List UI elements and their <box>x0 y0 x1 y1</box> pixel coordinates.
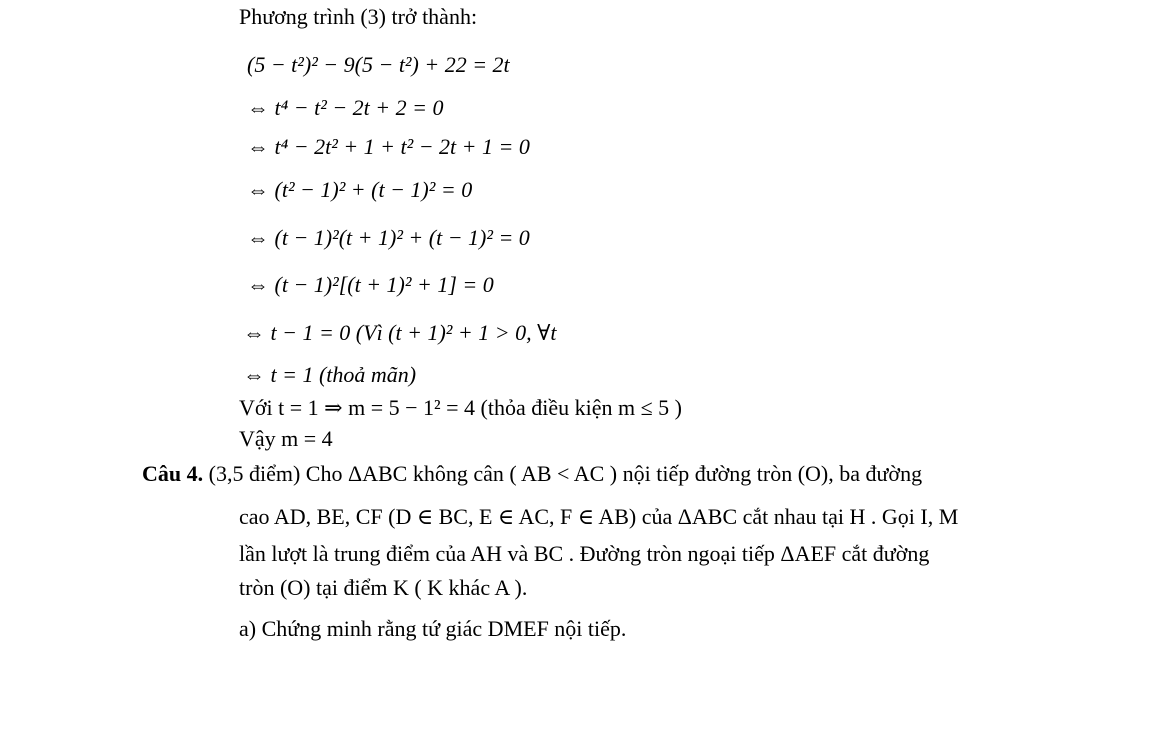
equation-line-3: ⇔ t⁴ − 2t² + 1 + t² − 2t + 1 = 0 <box>247 134 530 159</box>
equation-line-4: ⇔ (t² − 1)² + (t − 1)² = 0 <box>247 177 473 202</box>
conclusion-line: Vậy m = 4 <box>239 426 333 451</box>
question-4-line-3: lần lượt là trung điểm của AH và BC . Đường tròn ngoại tiếp ΔAEF cắt đường <box>239 541 930 566</box>
intro-line: Phương trình (3) trở thành: <box>239 4 478 29</box>
question-4-line-1 <box>142 460 922 488</box>
question-4-part-a: a) Chứng minh rằng tứ giác DMEF nội tiếp. <box>239 616 627 641</box>
equation-line-7: ⇔ t − 1 = 0 (Vì (t + 1)² + 1 > 0, ∀t <box>243 320 557 345</box>
equation-line-6: ⇔ (t − 1)²[(t + 1)² + 1] = 0 <box>247 272 494 297</box>
question-4-line-2: cao AD, BE, CF (D ∈ BC, E ∈ AC, F ∈ AB) của ΔABC cắt nhau tại H . Gọi I, M <box>239 504 959 529</box>
equation-line-2: ⇔ t⁴ − t² − 2t + 2 = 0 <box>247 95 444 120</box>
result-line: Với t = 1 ⇒ m = 5 − 1² = 4 (thỏa điều kiện m ≤ 5 ) <box>239 395 682 420</box>
question-label: Câu 4. <box>142 461 204 486</box>
equation-line-5: ⇔ (t − 1)²(t + 1)² + (t − 1)² = 0 <box>247 225 530 250</box>
question-text-1: (3,5 điểm) Cho ΔABC không cân ( AB < AC ) nội tiếp đường tròn (O), ba đường <box>208 461 923 486</box>
question-4-line-4: tròn (O) tại điểm K ( K khác A ). <box>239 575 528 600</box>
equation-line-8: ⇔ t = 1 (thoả mãn) <box>243 362 417 387</box>
equation-line-1: (5 − t²)² − 9(5 − t²) + 22 = 2t <box>247 52 510 77</box>
